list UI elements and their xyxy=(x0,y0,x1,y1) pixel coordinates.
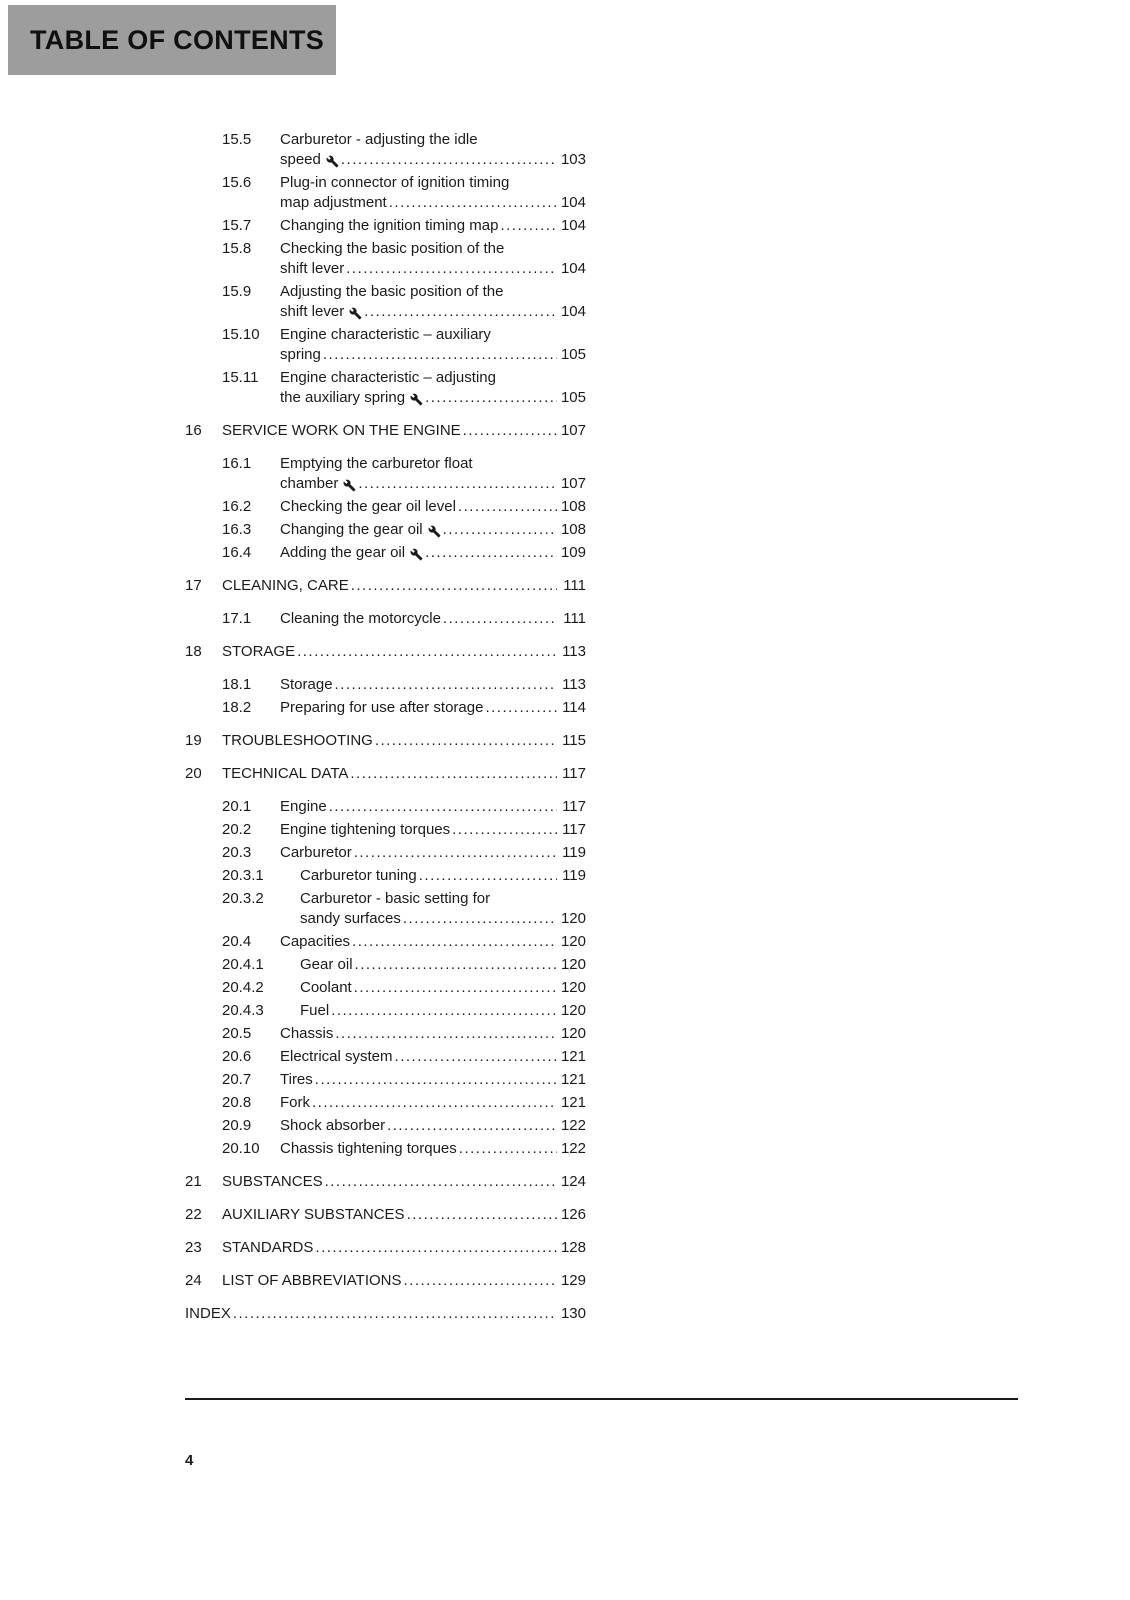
toc-entry xyxy=(185,797,586,817)
toc-entry xyxy=(185,576,586,596)
dot-leader xyxy=(329,797,557,817)
dot-leader xyxy=(325,1172,557,1192)
toc-entry-page: 120 xyxy=(560,1025,586,1042)
dot-leader xyxy=(335,1024,557,1044)
toc-entry-page: 107 xyxy=(560,475,586,492)
toc-entry-page: 122 xyxy=(560,1140,586,1157)
dot-leader xyxy=(403,909,557,929)
dot-leader xyxy=(419,866,557,886)
toc-entry xyxy=(185,1139,586,1159)
toc-entry-title: Shock absorber xyxy=(280,1117,386,1134)
divider-rule xyxy=(185,1398,1018,1400)
toc-entry xyxy=(185,932,586,952)
toc-entry-page: 126 xyxy=(560,1206,586,1223)
toc-entry-body xyxy=(280,1070,586,1090)
toc-entry-title: shift lever xyxy=(280,303,345,320)
toc-entry-number: 22 xyxy=(185,1206,202,1223)
toc-entry-body xyxy=(280,843,586,863)
toc-entry-page: 111 xyxy=(563,610,586,627)
wrench-icon xyxy=(410,390,423,406)
toc-entry-page: 117 xyxy=(562,765,586,782)
toc-entry-title: SUBSTANCES xyxy=(222,1173,323,1190)
toc-entry xyxy=(185,421,586,441)
toc-entry xyxy=(185,731,586,751)
toc-entry-body xyxy=(280,1093,586,1113)
toc-entry-page: 119 xyxy=(562,867,586,884)
toc-entry-body xyxy=(280,1139,586,1159)
toc-entry-number: 20.3 xyxy=(222,844,252,861)
toc-entry-title: Engine characteristic – auxiliary xyxy=(280,326,491,343)
dot-leader xyxy=(500,216,557,236)
dot-leader xyxy=(459,1139,557,1159)
toc-entry-title: shift lever xyxy=(280,260,345,277)
toc-entry-title: Carburetor - basic setting for xyxy=(300,890,491,907)
toc-entry xyxy=(185,1271,586,1291)
toc-entry-title: Gear oil xyxy=(300,956,353,973)
toc-entry-body xyxy=(280,239,586,279)
toc-entry-page: 117 xyxy=(562,798,586,815)
toc-entry-body xyxy=(280,216,586,236)
toc-entry-body xyxy=(280,820,586,840)
toc-entry-page: 120 xyxy=(560,979,586,996)
toc-entry-number: 15.9 xyxy=(222,283,252,300)
toc-entry-number: 20.5 xyxy=(222,1025,252,1042)
toc-entry-page: 108 xyxy=(560,521,586,538)
toc-entry-title: Emptying the carburetor float xyxy=(280,455,473,472)
toc-entry-body xyxy=(222,731,586,751)
toc-entry-page: 108 xyxy=(560,498,586,515)
toc-entry xyxy=(185,866,586,886)
dot-leader xyxy=(485,698,557,718)
toc-entry-page: 105 xyxy=(560,389,586,406)
toc-entry-page: 129 xyxy=(560,1272,586,1289)
toc-entry xyxy=(185,609,586,629)
toc-entry-body xyxy=(280,797,586,817)
toc-entry-page: 124 xyxy=(560,1173,586,1190)
dot-leader xyxy=(443,609,557,629)
dot-leader xyxy=(354,978,557,998)
toc-entry-body xyxy=(300,866,586,886)
toc-entry xyxy=(185,368,586,408)
page-title: TABLE OF CONTENTS xyxy=(30,24,325,55)
toc-entry-number: 20.4 xyxy=(222,933,252,950)
toc-entry-title: STORAGE xyxy=(222,643,296,660)
toc-entry-page: 128 xyxy=(560,1239,586,1256)
toc-entry-number: 20 xyxy=(185,765,202,782)
toc-entry-page: 130 xyxy=(560,1305,586,1322)
dot-leader xyxy=(331,1001,557,1021)
dot-leader xyxy=(233,1304,557,1324)
toc-entry xyxy=(185,1172,586,1192)
dot-leader xyxy=(358,474,557,494)
toc-entry xyxy=(185,1304,586,1324)
toc-entry-number: 16.2 xyxy=(222,498,252,515)
toc-entry-body xyxy=(222,1205,586,1225)
toc-entry-number: 20.7 xyxy=(222,1071,252,1088)
toc-entry-body xyxy=(300,1001,586,1021)
toc-entry-body xyxy=(280,609,586,629)
toc-entry-title: Carburetor tuning xyxy=(300,867,417,884)
toc-entry-number: 15.10 xyxy=(222,326,260,343)
dot-leader xyxy=(404,1271,558,1291)
toc-entry-title: Coolant xyxy=(300,979,352,996)
toc-entry-number: 18.2 xyxy=(222,699,252,716)
toc-entry xyxy=(185,843,586,863)
dot-leader xyxy=(315,1070,557,1090)
toc-entry-title: Plug-in connector of ignition timing xyxy=(280,174,510,191)
toc-entry xyxy=(185,1047,586,1067)
toc-entry-title: TROUBLESHOOTING xyxy=(222,732,373,749)
toc-entry-title: CLEANING, CARE xyxy=(222,577,349,594)
toc-entry-page: 122 xyxy=(560,1117,586,1134)
toc-entry-title: Chassis xyxy=(280,1025,334,1042)
toc-entry xyxy=(185,173,586,213)
toc-entry-page: 113 xyxy=(562,643,586,660)
dot-leader xyxy=(458,497,557,517)
toc-entry-page: 104 xyxy=(560,260,586,277)
toc-entry-body xyxy=(222,764,586,784)
toc-entry-title: Tires xyxy=(280,1071,313,1088)
toc-entry-body xyxy=(280,325,586,365)
dot-leader xyxy=(341,150,557,170)
toc-entry xyxy=(185,1024,586,1044)
toc-entry xyxy=(185,978,586,998)
toc-entry xyxy=(185,325,586,365)
toc-entry xyxy=(185,543,586,563)
dot-leader xyxy=(463,421,557,441)
toc-entry-title: Cleaning the motorcycle xyxy=(280,610,441,627)
toc-entry xyxy=(185,675,586,695)
toc-entry xyxy=(185,820,586,840)
toc-entry-title: Chassis tightening torques xyxy=(280,1140,457,1157)
dot-leader xyxy=(351,576,557,596)
toc-entry-body xyxy=(222,421,586,441)
toc-entry xyxy=(185,1238,586,1258)
toc-entry-title: Engine xyxy=(280,798,327,815)
toc-entry-body xyxy=(222,642,586,662)
dot-leader xyxy=(354,843,557,863)
toc-entry-number: 17.1 xyxy=(222,610,252,627)
dot-leader xyxy=(323,345,557,365)
dot-leader xyxy=(297,642,557,662)
toc-entry-body xyxy=(222,1238,586,1258)
toc-entry-number: 20.4.1 xyxy=(222,956,264,973)
toc-entry-title: Engine tightening torques xyxy=(280,821,451,838)
toc-entry-page: 121 xyxy=(560,1094,586,1111)
toc-entry-number: 15.5 xyxy=(222,131,252,148)
toc-entry-body xyxy=(222,1172,586,1192)
toc-entry-body xyxy=(300,955,586,975)
toc-entry-number: 15.6 xyxy=(222,174,252,191)
toc-entry-page: 120 xyxy=(560,933,586,950)
toc-entry-body xyxy=(280,130,586,170)
toc-entry xyxy=(185,1116,586,1136)
toc-entry-page: 105 xyxy=(560,346,586,363)
toc-entry-title: Fork xyxy=(280,1094,310,1111)
toc-entry-number: 20.6 xyxy=(222,1048,252,1065)
dot-leader xyxy=(315,1238,557,1258)
toc-entry xyxy=(185,698,586,718)
toc-entry-body xyxy=(280,368,586,408)
toc-entry-title: INDEX xyxy=(185,1305,231,1322)
dot-leader xyxy=(312,1093,557,1113)
toc-entry-page: 121 xyxy=(560,1071,586,1088)
toc-entry-title: Storage xyxy=(280,676,333,693)
toc-entry-number: 15.11 xyxy=(222,369,259,386)
toc-entry-number: 21 xyxy=(185,1173,202,1190)
toc-entry-body xyxy=(280,497,586,517)
toc-entry-page: 120 xyxy=(560,1002,586,1019)
toc-entry-number: 16.3 xyxy=(222,521,252,538)
toc-entry-number: 20.9 xyxy=(222,1117,252,1134)
toc-entry-title: sandy surfaces xyxy=(300,910,401,927)
toc-entry-title: Changing the gear oil xyxy=(280,521,423,538)
toc-entry-page: 119 xyxy=(562,844,586,861)
toc-entry-title: Electrical system xyxy=(280,1048,393,1065)
toc-entry-number: 19 xyxy=(185,732,202,749)
dot-leader xyxy=(350,764,557,784)
toc-entry-page: 117 xyxy=(562,821,586,838)
toc-entry-body xyxy=(280,282,586,322)
toc-entry-number: 16.4 xyxy=(222,544,252,561)
toc-entry-title: map adjustment xyxy=(280,194,387,211)
toc-entry-number: 20.1 xyxy=(222,798,252,815)
toc-entry-page: 114 xyxy=(562,699,586,716)
toc-entry-title: the auxiliary spring xyxy=(280,389,406,406)
dot-leader xyxy=(425,543,557,563)
toc-entry-page: 107 xyxy=(560,422,586,439)
toc-entry-body xyxy=(280,1047,586,1067)
toc-entry-title: Fuel xyxy=(300,1002,330,1019)
toc-entry-body xyxy=(300,889,586,929)
toc-entry xyxy=(185,764,586,784)
dot-leader xyxy=(443,520,557,540)
toc-entry-number: 20.3.2 xyxy=(222,890,264,907)
dot-leader xyxy=(355,955,557,975)
toc-list xyxy=(185,127,586,1337)
toc-entry xyxy=(185,1093,586,1113)
toc-entry-title: Capacities xyxy=(280,933,351,950)
toc-entry-body xyxy=(222,576,586,596)
header-box xyxy=(8,5,336,75)
wrench-icon xyxy=(349,304,362,320)
toc-entry-title: Engine characteristic – adjusting xyxy=(280,369,496,386)
toc-entry-title: STANDARDS xyxy=(222,1239,314,1256)
dot-leader xyxy=(387,1116,557,1136)
toc-entry-body xyxy=(222,1271,586,1291)
toc-entry-title: SERVICE WORK ON THE ENGINE xyxy=(222,422,461,439)
toc-entry-number: 20.4.3 xyxy=(222,1002,264,1019)
toc-entry-title: Checking the basic position of the xyxy=(280,240,505,257)
toc-entry-page: 120 xyxy=(560,956,586,973)
toc-entry-body xyxy=(280,1116,586,1136)
toc-entry-number: 20.4.2 xyxy=(222,979,264,996)
wrench-icon xyxy=(343,476,356,492)
toc-entry-body xyxy=(280,932,586,952)
toc-entry xyxy=(185,520,586,540)
toc-entry-number: 24 xyxy=(185,1272,202,1289)
toc-entry-body xyxy=(280,698,586,718)
footer-page-number: 4 xyxy=(185,1452,194,1469)
toc-entry-number: 18.1 xyxy=(222,676,252,693)
toc-entry-title: Checking the gear oil level xyxy=(280,498,456,515)
toc-entry-page: 120 xyxy=(560,910,586,927)
toc-entry xyxy=(185,282,586,322)
toc-entry-body xyxy=(280,454,586,494)
toc-entry xyxy=(185,955,586,975)
toc-entry-body xyxy=(280,675,586,695)
toc-entry-page: 121 xyxy=(560,1048,586,1065)
toc-entry-page: 103 xyxy=(560,151,586,168)
toc-entry-number: 20.3.1 xyxy=(222,867,264,884)
toc-entry-body xyxy=(300,978,586,998)
toc-entry-number: 15.7 xyxy=(222,217,252,234)
toc-entry-body xyxy=(280,520,586,540)
toc-entry-number: 16.1 xyxy=(222,455,252,472)
toc-entry-page: 115 xyxy=(562,732,586,749)
toc-entry-page: 104 xyxy=(560,217,586,234)
toc-entry-title: LIST OF ABBREVIATIONS xyxy=(222,1272,402,1289)
toc-entry xyxy=(185,889,586,929)
toc-entry xyxy=(185,130,586,170)
dot-leader xyxy=(346,259,557,279)
toc-entry xyxy=(185,454,586,494)
toc-entry-title: AUXILIARY SUBSTANCES xyxy=(222,1206,405,1223)
toc-entry xyxy=(185,1070,586,1090)
toc-entry-number: 20.2 xyxy=(222,821,252,838)
toc-entry-page: 104 xyxy=(560,194,586,211)
dot-leader xyxy=(352,932,557,952)
toc-entry-title: Carburetor - adjusting the idle xyxy=(280,131,478,148)
toc-entry-page: 111 xyxy=(563,577,586,594)
toc-entry-title: speed xyxy=(280,151,321,168)
dot-leader xyxy=(335,675,557,695)
toc-entry xyxy=(185,642,586,662)
dot-leader xyxy=(389,193,557,213)
toc-entry-body xyxy=(185,1304,586,1324)
dot-leader xyxy=(407,1205,557,1225)
dot-leader xyxy=(452,820,557,840)
toc-entry-number: 23 xyxy=(185,1239,202,1256)
toc-entry-page: 104 xyxy=(560,303,586,320)
toc-entry-page: 113 xyxy=(562,676,586,693)
wrench-icon xyxy=(326,152,339,168)
toc-entry-title: Changing the ignition timing map xyxy=(280,217,499,234)
toc-entry-title: chamber xyxy=(280,475,339,492)
dot-leader xyxy=(425,388,557,408)
toc-entry xyxy=(185,1205,586,1225)
toc-entry xyxy=(185,216,586,236)
toc-entry-body xyxy=(280,173,586,213)
toc-entry-title: Adjusting the basic position of the xyxy=(280,283,504,300)
toc-entry xyxy=(185,1001,586,1021)
dot-leader xyxy=(375,731,557,751)
toc-entry xyxy=(185,239,586,279)
toc-entry xyxy=(185,497,586,517)
toc-entry-number: 18 xyxy=(185,643,202,660)
toc-entry-title: Preparing for use after storage xyxy=(280,699,484,716)
dot-leader xyxy=(364,302,557,322)
toc-entry-body xyxy=(280,1024,586,1044)
toc-entry-body xyxy=(280,543,586,563)
wrench-icon xyxy=(410,545,423,561)
toc-entry-title: TECHNICAL DATA xyxy=(222,765,349,782)
toc-entry-number: 20.10 xyxy=(222,1140,260,1157)
toc-entry-title: Adding the gear oil xyxy=(280,544,406,561)
toc-entry-number: 20.8 xyxy=(222,1094,252,1111)
toc-entry-title: Carburetor xyxy=(280,844,352,861)
wrench-icon xyxy=(428,522,441,538)
toc-entry-number: 16 xyxy=(185,422,202,439)
toc-entry-number: 17 xyxy=(185,577,202,594)
toc-entry-title: spring xyxy=(280,346,321,363)
toc-entry-page: 109 xyxy=(560,544,586,561)
toc-entry-number: 15.8 xyxy=(222,240,252,257)
dot-leader xyxy=(395,1047,557,1067)
